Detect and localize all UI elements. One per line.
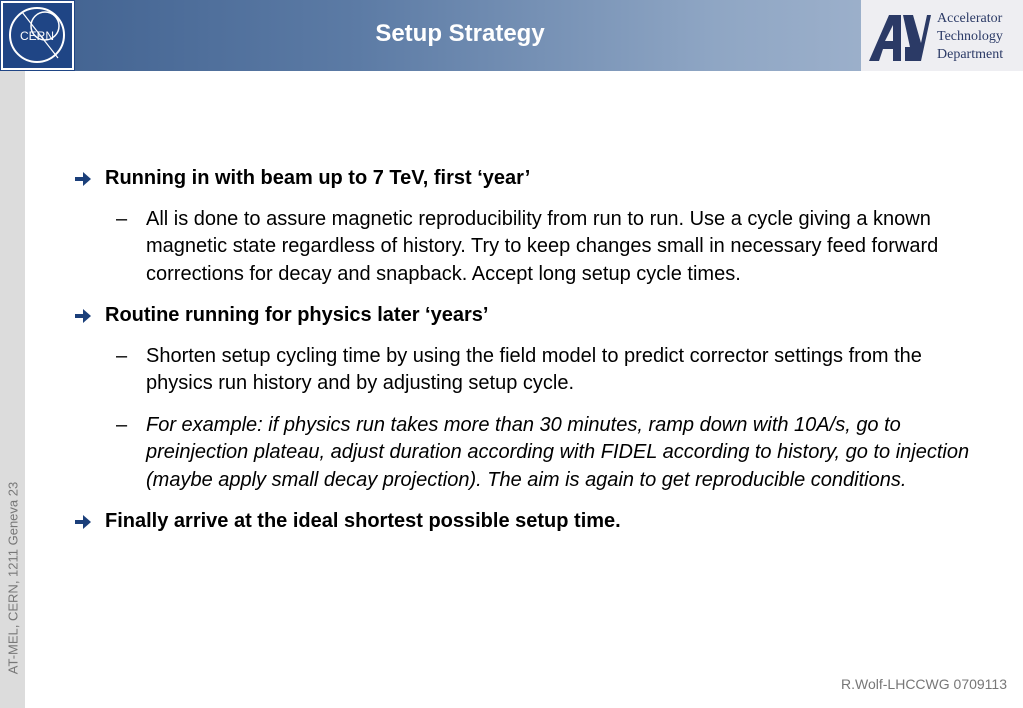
dash-marker: – (116, 344, 128, 367)
footer-reference: R.Wolf-LHCCWG 0709113 (841, 676, 1007, 692)
arrow-right-icon (74, 514, 92, 530)
header-banner (0, 0, 1023, 71)
arrow-right-icon (74, 308, 92, 324)
department-line: Department (937, 47, 1004, 62)
cern-logo-text: CERN (19, 29, 55, 43)
bullet-routine-running (70, 302, 975, 330)
bullet-text: Running in with beam up to 7 TeV, first ‘year’ (105, 167, 531, 189)
bullet-text: Routine running for physics later ‘years’ (105, 304, 489, 326)
dash-marker: – (116, 207, 128, 230)
sub-bullet-text: All is done to assure magnetic reproducibility from run to run. Use a cycle giving a known magnetic state regardless of history. Try to keep changes small in necessary feed forward corrections for decay and snapback. Accept long setup cycle times. (146, 207, 939, 285)
sub-bullet-text: For example: if physics run takes more than 30 minutes, ramp down with 10A/s, go to preinjection plateau, adjust duration according with FIDEL according to history, go to injection (maybe apply small decay projection). The aim is again to get reproducible conditions. (146, 413, 970, 491)
atd-mark-icon (867, 13, 931, 63)
cern-logo (0, 0, 75, 71)
sub-bullet (70, 206, 975, 289)
bullet-running-in (70, 165, 975, 193)
department-name (937, 10, 1021, 64)
sub-bullet (70, 343, 975, 398)
bullet-finally (70, 508, 975, 536)
atd-logo (861, 0, 1023, 71)
department-line: Technology (937, 29, 1003, 44)
department-line: Accelerator (937, 11, 1003, 26)
sub-bullet-text: Shorten setup cycling time by using the field model to predict corrector settings from the physics run history and by adjusting setup cycle. (146, 344, 922, 394)
bullet-text: Finally arrive at the ideal shortest possible setup time. (105, 510, 621, 532)
page-title: Setup Strategy (375, 20, 545, 47)
sub-bullet-example (70, 412, 975, 495)
dash-marker: – (116, 413, 128, 436)
arrow-right-icon (74, 171, 92, 187)
side-address: AT-MEL, CERN, 1211 Geneva 23 (5, 481, 21, 675)
slide-content (70, 165, 975, 549)
